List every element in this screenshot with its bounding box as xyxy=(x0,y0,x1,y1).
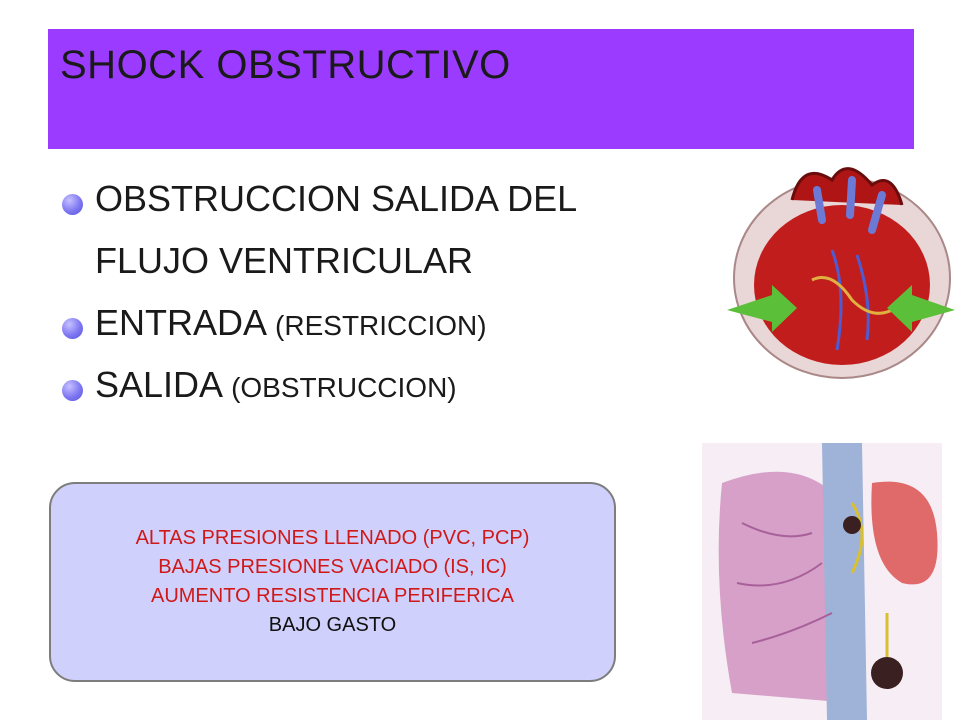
bullet-continuation xyxy=(62,234,722,296)
bullet-subtext: (OBSTRUCCION) xyxy=(231,372,457,403)
bullet-dot-icon xyxy=(62,380,83,401)
slide-title: SHOCK OBSTRUCTIVO xyxy=(60,43,511,87)
bullet-item xyxy=(62,172,722,234)
bullet-item xyxy=(62,296,722,358)
heart-pericardium-illustration xyxy=(722,160,960,385)
box-line: ALTAS PRESIONES LLENADO (PVC, PCP) xyxy=(135,527,530,549)
pulmonary-embolism-illustration xyxy=(702,443,942,720)
bullet-item xyxy=(62,358,722,420)
bullet-text: SALIDA (OBSTRUCCION) xyxy=(95,364,457,405)
box-line: BAJAS PRESIONES VACIADO (IS, IC) xyxy=(158,556,507,578)
box-line: AUMENTO RESISTENCIA PERIFERICA xyxy=(150,585,515,607)
bullet-text: ENTRADA (RESTRICCION) xyxy=(95,302,487,343)
box-line: BAJO GASTO xyxy=(268,614,397,636)
title-bar xyxy=(48,29,914,149)
summary-box xyxy=(49,482,616,682)
bullet-dot-icon xyxy=(62,318,83,339)
bullet-dot-icon xyxy=(62,194,83,215)
bullet-text-continued: FLUJO VENTRICULAR xyxy=(95,240,474,281)
bullet-list xyxy=(62,172,722,420)
bullet-subtext: (RESTRICCION) xyxy=(275,310,487,341)
bullet-text: OBSTRUCCION SALIDA DEL xyxy=(95,178,578,219)
